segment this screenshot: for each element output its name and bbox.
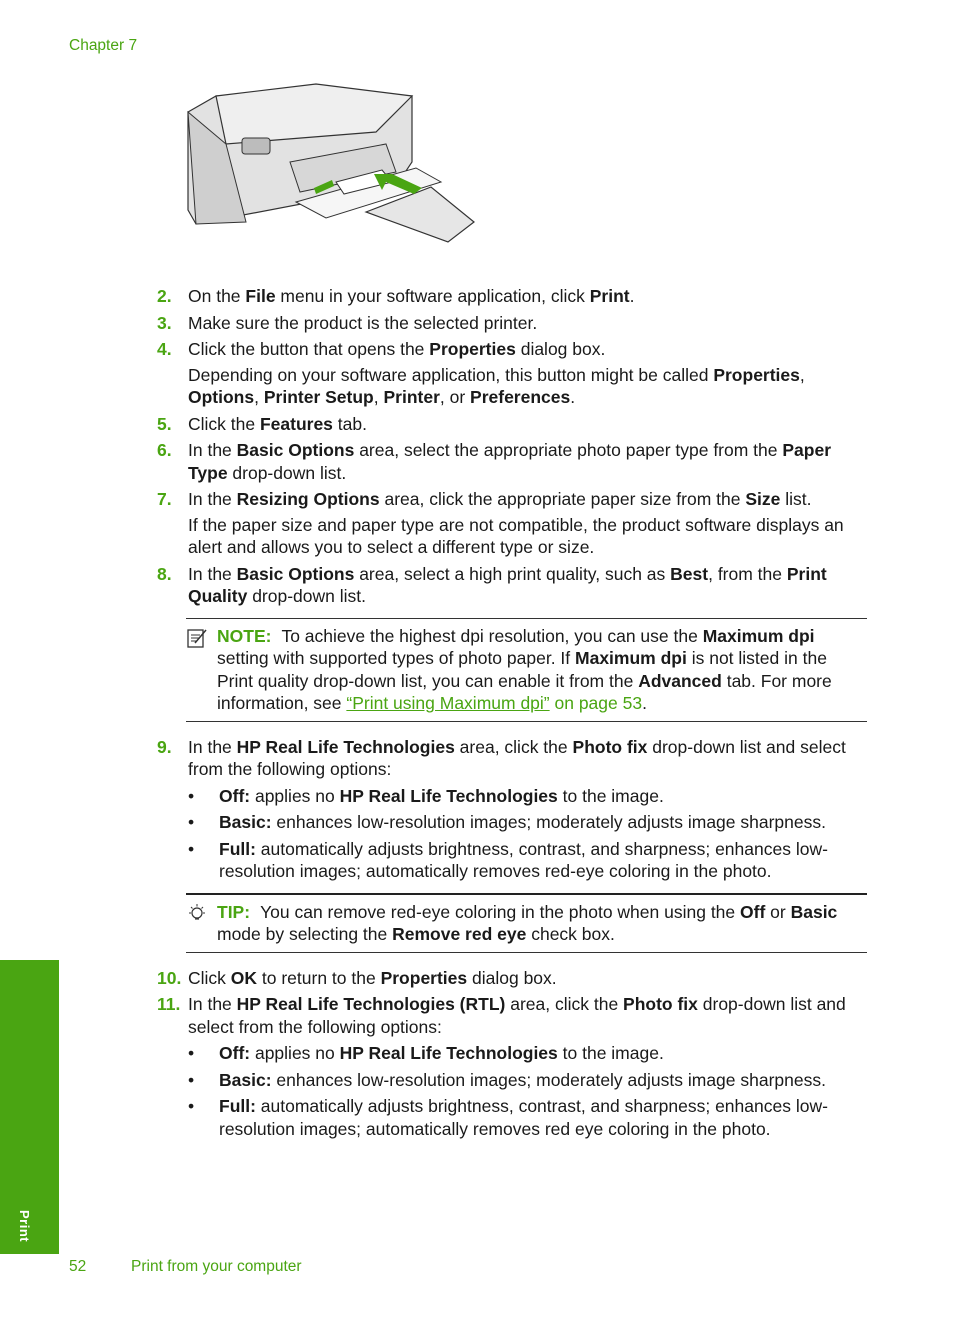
step-number: 8. [157, 563, 172, 584]
list-item: • Basic: enhances low-resolution images; moderately adjusts image sharpness. [188, 1069, 826, 1090]
print-max-dpi-link[interactable]: “Print using Maximum dpi” [346, 693, 550, 713]
step-4: 4. Click the button that opens the Properties dialog box. Depending on your software application, this button might be called Properties, Options, Printer Setup, Printer, or Preferences. [157, 338, 867, 409]
chapter-label: Chapter 7 [69, 37, 138, 54]
step-number: 7. [157, 489, 172, 509]
step-3: 3. Make sure the product is the selected printer. [157, 312, 538, 333]
side-tab-label: Print [17, 1210, 32, 1243]
footer-section-title: Print from your computer [131, 1258, 302, 1275]
printer-illustration [186, 82, 476, 250]
step-number: 3. [157, 312, 172, 333]
photo-fix-options-rtl [188, 1042, 867, 1140]
lightbulb-icon [186, 903, 208, 925]
note-label: NOTE: [217, 625, 272, 646]
step-2: 2. On the File menu in your software application, click Print. [157, 286, 635, 306]
step-number: 10. [157, 967, 182, 988]
page-number: 52 [69, 1258, 87, 1275]
list-item: • Full: automatically adjusts brightness, contrast, and sharpness; enhances low-resolution images; automatically removes red-eye coloring in the photo. [188, 838, 828, 881]
step-number: 4. [157, 339, 172, 359]
step-10: 10. Click OK to return to the Properties dialog box. [157, 967, 557, 988]
step-7-detail: If the paper size and paper type are not compatible, the product software displays an alert and allows you to select a different type or size. [188, 514, 844, 557]
instruction-steps [157, 285, 867, 1144]
step-11: 11. In the HP Real Life Technologies (RTL) area, click the Photo fix drop-down list and select from the following options: • Off: applies no HP Real Life Technologies to the image. • Basic: enhances low-resolution images; moderately adjusts image sharpness. • Full: automatically adjusts brightness, contrast, and sharpness; enhances low-resolution images; automatically removes red eye coloring in the photo. [157, 993, 867, 1140]
step-7: 7. In the Resizing Options area, click the appropriate paper size from the Size list. If the paper size and paper type are not compatible, the product software displays an alert and allows you to select a different type or size. [157, 488, 867, 559]
step-number: 6. [157, 440, 172, 460]
photo-fix-options [188, 785, 867, 883]
step-6: 6. In the Basic Options area, select the appropriate photo paper type from the Paper Type drop-down list. [157, 440, 832, 483]
list-item: • Off: applies no HP Real Life Technologies to the image. [188, 785, 664, 806]
list-item: • Off: applies no HP Real Life Technologies to the image. [188, 1043, 664, 1063]
note-callout: NOTE: To achieve the highest dpi resolution, you can use the Maximum dpi setting with supported types of photo paper. If Maximum dpi is not listed in the Print quality drop-down list, you can enable it from the Advanced tab. For more information, see “Print using Maximum dpi” on page 53. [186, 618, 867, 722]
step-9: 9. In the HP Real Life Technologies area, click the Photo fix drop-down list and select from the following options: • Off: applies no HP Real Life Technologies to the image. • Basic: enhances low-resolution images; moderately adjusts image sharpness. • Full: automatically adjusts brightness, contrast, and sharpness; enhances low-resolution images; automatically removes red-eye coloring in the photo. [157, 736, 867, 883]
list-item: • Basic: enhances low-resolution images; moderately adjusts image sharpness. [188, 812, 826, 832]
note-icon [186, 627, 208, 649]
step-number: 11. [157, 994, 181, 1014]
step-8: 8. In the Basic Options area, select a high print quality, such as Best, from the Print Quality drop-down list. [157, 563, 827, 606]
step-4-detail: Depending on your software application, this button might be called Properties, Options, Printer Setup, Printer, or Preferences. [188, 364, 805, 407]
step-5: 5. Click the Features tab. [157, 413, 367, 434]
step-number: 5. [157, 413, 172, 434]
step-number: 9. [157, 736, 172, 757]
step-number: 2. [157, 286, 172, 306]
tip-label: TIP: [217, 901, 251, 922]
tip-callout: TIP: You can remove red-eye coloring in the photo when using the Off or Basic mode by selecting the Remove red eye check box. [186, 893, 867, 953]
list-item: • Full: automatically adjusts brightness, contrast, and sharpness; enhances low-resolution images; automatically removes red eye coloring in the photo. [188, 1096, 828, 1139]
